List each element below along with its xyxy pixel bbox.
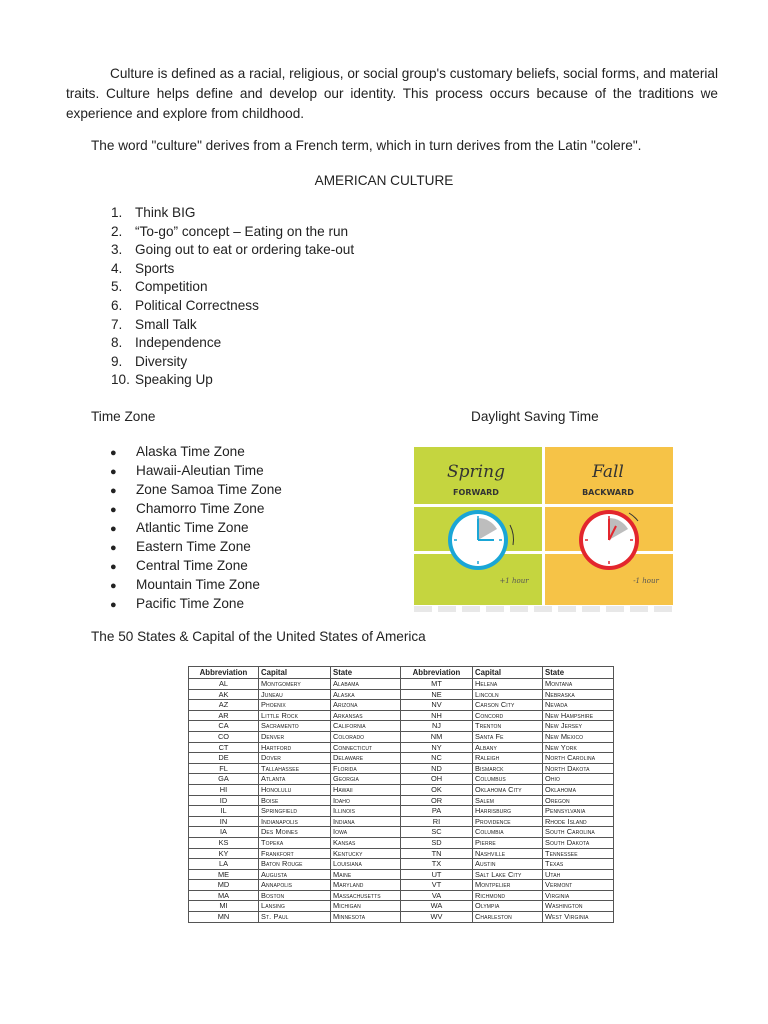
- table-cell: LA: [189, 859, 259, 870]
- table-cell: Illinois: [331, 806, 401, 817]
- culture-item-number: 1.: [111, 205, 123, 220]
- table-cell: PA: [401, 806, 473, 817]
- time-zone-item: [110, 518, 282, 537]
- table-cell: Atlanta: [259, 774, 331, 785]
- table-cell: NY: [401, 742, 473, 753]
- table-cell: Denver: [259, 731, 331, 742]
- spring-note-text: +1 hour: [499, 577, 529, 585]
- states-column-header: Abbreviation: [189, 667, 259, 679]
- table-cell: Minnesota: [331, 912, 401, 923]
- table-cell: Oklahoma: [543, 784, 614, 795]
- table-cell: Alaska: [331, 689, 401, 700]
- table-cell: FL: [189, 763, 259, 774]
- table-cell: RI: [401, 816, 473, 827]
- culture-list-item: [91, 278, 354, 297]
- table-cell: Lincoln: [473, 689, 543, 700]
- bullet-icon: ●: [110, 466, 117, 478]
- table-cell: Honolulu: [259, 784, 331, 795]
- table-cell: CA: [189, 721, 259, 732]
- table-cell: Indiana: [331, 816, 401, 827]
- culture-list-item: [91, 241, 354, 260]
- culture-item-number: 10.: [111, 372, 130, 388]
- culture-list-item: [91, 223, 354, 242]
- table-cell: Massachusetts: [331, 890, 401, 901]
- table-cell: SD: [401, 837, 473, 848]
- table-cell: Texas: [543, 859, 614, 870]
- table-cell: Olympia: [473, 901, 543, 912]
- table-cell: Tennessee: [543, 848, 614, 859]
- table-cell: NV: [401, 700, 473, 711]
- bullet-icon: ●: [110, 485, 117, 497]
- table-cell: New Hampshire: [543, 710, 614, 721]
- table-cell: MD: [189, 880, 259, 891]
- time-zone-item-text: Chamorro Time Zone: [136, 501, 265, 516]
- culture-item-text: Think BIG: [135, 205, 196, 220]
- table-cell: AR: [189, 710, 259, 721]
- time-zone-item: [110, 480, 282, 499]
- culture-item-number: 7.: [111, 316, 123, 332]
- table-cell: Austin: [473, 859, 543, 870]
- table-row: [189, 795, 614, 806]
- table-row: [189, 901, 614, 912]
- table-cell: Kansas: [331, 837, 401, 848]
- table-row: [189, 731, 614, 742]
- bullet-icon: ●: [110, 580, 117, 592]
- etymology-paragraph: The word "culture" derives from a French term, which in turn derives from the Latin "colere".: [91, 138, 642, 153]
- culture-item-number: 8.: [111, 335, 123, 351]
- table-row: [189, 742, 614, 753]
- bullet-icon: ●: [110, 542, 117, 554]
- table-cell: Washington: [543, 901, 614, 912]
- culture-list-item: [91, 297, 354, 316]
- table-cell: Michigan: [331, 901, 401, 912]
- table-cell: WV: [401, 912, 473, 923]
- time-zone-item-text: Hawaii-Aleutian Time: [136, 463, 264, 478]
- table-cell: Connecticut: [331, 742, 401, 753]
- intro-paragraph: [66, 64, 718, 124]
- table-row: [189, 753, 614, 764]
- culture-item-number: 5.: [111, 279, 123, 295]
- table-cell: Montpelier: [473, 880, 543, 891]
- table-row: [189, 689, 614, 700]
- table-cell: Harrisburg: [473, 806, 543, 817]
- table-cell: ND: [401, 763, 473, 774]
- table-cell: KY: [189, 848, 259, 859]
- intro-paragraph-text: Culture is defined as a racial, religious, or social group's customary beliefs, social forms, and material traits. Culture helps define and develop our identity. This process occurs because of the traditions we experience and explore from childhood.: [66, 66, 718, 121]
- table-cell: Raleigh: [473, 753, 543, 764]
- table-cell: Kentucky: [331, 848, 401, 859]
- table-cell: AZ: [189, 700, 259, 711]
- fall-note-text: -1 hour: [633, 577, 659, 585]
- table-cell: Georgia: [331, 774, 401, 785]
- table-cell: Richmond: [473, 890, 543, 901]
- fall-script-text: Fall: [592, 462, 624, 482]
- table-cell: Columbia: [473, 827, 543, 838]
- table-cell: IA: [189, 827, 259, 838]
- dst-label: Daylight Saving Time: [471, 409, 599, 424]
- table-cell: New Jersey: [543, 721, 614, 732]
- table-row: [189, 763, 614, 774]
- table-cell: ID: [189, 795, 259, 806]
- table-cell: Carson City: [473, 700, 543, 711]
- table-cell: Bismarck: [473, 763, 543, 774]
- table-cell: VA: [401, 890, 473, 901]
- table-cell: ME: [189, 869, 259, 880]
- table-cell: Providence: [473, 816, 543, 827]
- states-column-header: Capital: [259, 667, 331, 679]
- table-cell: Pierre: [473, 837, 543, 848]
- table-cell: Augusta: [259, 869, 331, 880]
- culture-list-item: [91, 353, 354, 372]
- time-zone-list: [110, 442, 282, 613]
- culture-item-number: 9.: [111, 353, 123, 369]
- culture-item-number: 3.: [111, 242, 123, 258]
- table-row: [189, 848, 614, 859]
- culture-item-number: 6.: [111, 297, 123, 313]
- time-zone-item-text: Eastern Time Zone: [136, 539, 251, 554]
- fall-clock-icon: [579, 510, 639, 570]
- table-cell: Springfield: [259, 806, 331, 817]
- table-cell: CT: [189, 742, 259, 753]
- table-row: [189, 710, 614, 721]
- table-cell: Nevada: [543, 700, 614, 711]
- table-cell: Albany: [473, 742, 543, 753]
- table-cell: Montgomery: [259, 679, 331, 690]
- time-zone-item: [110, 556, 282, 575]
- table-cell: NE: [401, 689, 473, 700]
- states-column-header: Abbreviation: [401, 667, 473, 679]
- table-cell: Iowa: [331, 827, 401, 838]
- table-cell: Montana: [543, 679, 614, 690]
- table-cell: DE: [189, 753, 259, 764]
- table-cell: South Dakota: [543, 837, 614, 848]
- time-zone-label: Time Zone: [91, 409, 156, 424]
- fall-backward-text: BACKWARD: [582, 488, 634, 497]
- table-cell: Vermont: [543, 880, 614, 891]
- table-row: [189, 816, 614, 827]
- table-cell: Nashville: [473, 848, 543, 859]
- time-zone-item: [110, 461, 282, 480]
- spring-script-text: Spring: [447, 462, 505, 482]
- table-cell: OK: [401, 784, 473, 795]
- table-cell: MA: [189, 890, 259, 901]
- table-cell: St. Paul: [259, 912, 331, 923]
- table-row: [189, 700, 614, 711]
- culture-list-item: [91, 204, 354, 223]
- table-cell: TN: [401, 848, 473, 859]
- table-row: [189, 679, 614, 690]
- time-zone-item-text: Mountain Time Zone: [136, 577, 260, 592]
- table-cell: New York: [543, 742, 614, 753]
- table-cell: NC: [401, 753, 473, 764]
- states-column-header: State: [331, 667, 401, 679]
- bullet-icon: ●: [110, 504, 117, 516]
- table-cell: Concord: [473, 710, 543, 721]
- culture-list-item: [91, 316, 354, 335]
- table-cell: West Virginia: [543, 912, 614, 923]
- table-cell: Tallahassee: [259, 763, 331, 774]
- table-cell: Boise: [259, 795, 331, 806]
- table-cell: Colorado: [331, 731, 401, 742]
- table-cell: CO: [189, 731, 259, 742]
- states-column-header: State: [543, 667, 614, 679]
- table-cell: Hartford: [259, 742, 331, 753]
- table-cell: AK: [189, 689, 259, 700]
- table-cell: VT: [401, 880, 473, 891]
- culture-item-number: 2.: [111, 223, 123, 239]
- table-row: [189, 784, 614, 795]
- culture-list-item: [91, 371, 354, 390]
- culture-item-text: Small Talk: [135, 316, 197, 332]
- states-column-header: Capital: [473, 667, 543, 679]
- table-cell: Idaho: [331, 795, 401, 806]
- culture-item-text: Sports: [135, 260, 175, 276]
- table-cell: MI: [189, 901, 259, 912]
- table-cell: SC: [401, 827, 473, 838]
- image-caption-faint: [414, 606, 673, 612]
- table-cell: Charleston: [473, 912, 543, 923]
- table-row: [189, 912, 614, 923]
- bullet-icon: ●: [110, 561, 117, 573]
- table-cell: AL: [189, 679, 259, 690]
- time-zone-item: [110, 442, 282, 461]
- american-culture-heading: AMERICAN CULTURE: [314, 173, 454, 188]
- bullet-icon: ●: [110, 599, 117, 611]
- spring-forward-text: FORWARD: [453, 488, 499, 497]
- table-cell: Virginia: [543, 890, 614, 901]
- table-cell: Salt Lake City: [473, 869, 543, 880]
- table-cell: Dover: [259, 753, 331, 764]
- table-row: [189, 774, 614, 785]
- culture-list-item: [91, 260, 354, 279]
- table-cell: Des Moines: [259, 827, 331, 838]
- table-cell: Delaware: [331, 753, 401, 764]
- table-cell: Oklahoma City: [473, 784, 543, 795]
- table-cell: Phoenix: [259, 700, 331, 711]
- culture-item-text: Diversity: [135, 353, 188, 369]
- daylight-saving-image: [414, 447, 673, 605]
- table-cell: Arkansas: [331, 710, 401, 721]
- states-table-header: [189, 667, 614, 679]
- table-row: [189, 880, 614, 891]
- time-zone-item: [110, 499, 282, 518]
- table-cell: Maine: [331, 869, 401, 880]
- table-cell: California: [331, 721, 401, 732]
- table-cell: Santa Fe: [473, 731, 543, 742]
- table-cell: Columbus: [473, 774, 543, 785]
- states-title: The 50 States & Capital of the United States of America: [91, 629, 426, 644]
- table-cell: North Dakota: [543, 763, 614, 774]
- table-cell: Topeka: [259, 837, 331, 848]
- table-cell: Little Rock: [259, 710, 331, 721]
- table-cell: OR: [401, 795, 473, 806]
- table-row: [189, 890, 614, 901]
- bullet-icon: ●: [110, 523, 117, 535]
- table-row: [189, 869, 614, 880]
- table-cell: NJ: [401, 721, 473, 732]
- culture-list-item: [91, 334, 354, 353]
- table-cell: MT: [401, 679, 473, 690]
- table-cell: Utah: [543, 869, 614, 880]
- table-cell: IL: [189, 806, 259, 817]
- table-cell: Trenton: [473, 721, 543, 732]
- culture-item-text: Going out to eat or ordering take-out: [135, 242, 355, 258]
- table-row: [189, 827, 614, 838]
- table-cell: Maryland: [331, 880, 401, 891]
- table-cell: Ohio: [543, 774, 614, 785]
- table-cell: KS: [189, 837, 259, 848]
- table-cell: MN: [189, 912, 259, 923]
- culture-item-text: Competition: [135, 279, 208, 295]
- table-cell: HI: [189, 784, 259, 795]
- table-cell: Oregon: [543, 795, 614, 806]
- table-cell: Salem: [473, 795, 543, 806]
- table-cell: Lansing: [259, 901, 331, 912]
- table-cell: Florida: [331, 763, 401, 774]
- bullet-icon: ●: [110, 447, 117, 459]
- time-zone-item-text: Central Time Zone: [136, 558, 248, 573]
- table-cell: UT: [401, 869, 473, 880]
- table-cell: Louisiana: [331, 859, 401, 870]
- table-cell: Nebraska: [543, 689, 614, 700]
- time-zone-item: [110, 594, 282, 613]
- table-cell: Hawaii: [331, 784, 401, 795]
- table-cell: Helena: [473, 679, 543, 690]
- table-row: [189, 859, 614, 870]
- states-table: [188, 666, 614, 923]
- time-zone-item: [110, 537, 282, 556]
- table-cell: Pennsylvania: [543, 806, 614, 817]
- table-cell: Juneau: [259, 689, 331, 700]
- time-zone-item-text: Alaska Time Zone: [136, 444, 245, 459]
- time-zone-item-text: Pacific Time Zone: [136, 596, 245, 611]
- table-row: [189, 837, 614, 848]
- table-cell: OH: [401, 774, 473, 785]
- time-zone-item-text: Atlantic Time Zone: [136, 520, 249, 535]
- culture-item-number: 4.: [111, 260, 123, 276]
- table-cell: Alabama: [331, 679, 401, 690]
- table-cell: Boston: [259, 890, 331, 901]
- table-cell: NH: [401, 710, 473, 721]
- culture-item-text: Political Correctness: [135, 297, 259, 313]
- table-cell: IN: [189, 816, 259, 827]
- table-cell: Frankfort: [259, 848, 331, 859]
- table-cell: Sacramento: [259, 721, 331, 732]
- culture-item-text: “To-go” concept – Eating on the run: [135, 223, 349, 239]
- table-cell: North Carolina: [543, 753, 614, 764]
- american-culture-list: [91, 204, 354, 390]
- time-zone-item: [110, 575, 282, 594]
- table-cell: South Carolina: [543, 827, 614, 838]
- table-cell: TX: [401, 859, 473, 870]
- time-zone-item-text: Zone Samoa Time Zone: [136, 482, 282, 497]
- table-cell: Baton Rouge: [259, 859, 331, 870]
- table-cell: Indianapolis: [259, 816, 331, 827]
- culture-item-text: Independence: [135, 335, 222, 351]
- table-cell: Annapolis: [259, 880, 331, 891]
- table-cell: GA: [189, 774, 259, 785]
- table-cell: Rhode Island: [543, 816, 614, 827]
- table-row: [189, 721, 614, 732]
- table-cell: New Mexico: [543, 731, 614, 742]
- culture-item-text: Speaking Up: [135, 372, 213, 388]
- table-cell: Arizona: [331, 700, 401, 711]
- table-cell: WA: [401, 901, 473, 912]
- table-row: [189, 806, 614, 817]
- table-cell: NM: [401, 731, 473, 742]
